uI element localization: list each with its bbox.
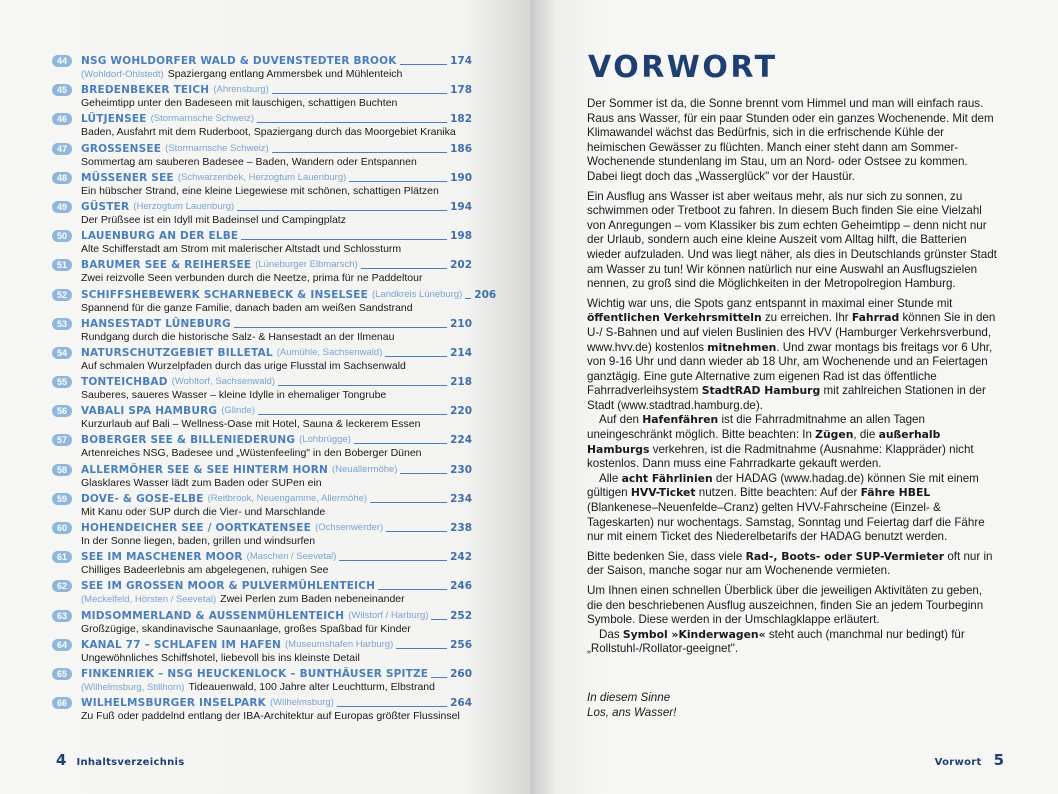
toc-entry-description-line <box>81 242 472 256</box>
toc-entry-region: (Wilhelmsburg, Stillhorn) <box>81 681 185 693</box>
toc-entry-region: (Wilhelmsburg) <box>270 697 334 709</box>
toc-entry-number: 58 <box>52 464 72 476</box>
toc-entry-number: 65 <box>52 668 72 680</box>
toc-entry-description: Ungewöhnliches Schiffshotel, liebevoll bis ins kleinste Detail <box>81 651 360 664</box>
toc-entry-region: (Neuallermöhe) <box>331 463 398 475</box>
toc-entry-number: 46 <box>52 113 72 125</box>
toc-entry-description-line <box>81 213 472 227</box>
toc-entry-title: ALLERMÖHER SEE & SEE HINTERM HORN <box>81 463 328 476</box>
toc-entry-number: 66 <box>52 697 72 709</box>
toc-entry-page: 256 <box>450 638 472 651</box>
toc-entry-description: Tideauenwald, 100 Jahre alter Leuchtturm, Elbstrand <box>188 680 435 693</box>
toc-entry-title: FINKENRIEK – NSG HEUCKENLOCK – BUNTHÄUSER SPITZE <box>81 667 429 680</box>
left-page-table-of-contents <box>0 0 528 794</box>
toc-entry-heading-line <box>81 637 472 652</box>
toc-entry-region: (Aumühle, Sachsenwald) <box>276 346 383 358</box>
toc-entry-description-line <box>81 563 472 577</box>
toc-entry-heading-line <box>81 520 472 535</box>
paragraph-8: Das Symbol »Kinderwagen« steht auch (manchmal nur bedingt) für „Rollstuhl-/Rollator-geeignet". <box>587 627 965 656</box>
toc-leader-line <box>272 93 447 94</box>
toc-entry-heading-line <box>81 170 472 185</box>
toc-list <box>52 53 497 724</box>
toc-entry-description: Zwei Perlen zum Baden nebeneinander <box>220 593 405 606</box>
toc-entry-description: Kurzurlaub auf Bali – Wellness-Oase mit Hotel, Sauna & leckerem Essen <box>81 418 421 431</box>
toc-leader-line <box>378 589 447 590</box>
toc-entry-title: DOVE- & GOSE-ELBE <box>81 492 204 505</box>
toc-leader-line <box>431 619 447 620</box>
toc-entry-region: (Stormarnsche Schweiz) <box>165 142 269 154</box>
toc-leader-line <box>349 181 447 182</box>
toc-entry-page: 220 <box>450 405 472 418</box>
toc-entry-number: 59 <box>52 493 72 505</box>
toc-entry-description-line <box>81 680 472 695</box>
toc-entry <box>52 287 497 316</box>
page-heading: VORWORT <box>588 50 778 85</box>
toc-entry-heading-line <box>81 141 472 156</box>
toc-entry-description-line <box>81 388 472 402</box>
toc-entry-description-line <box>81 651 472 665</box>
toc-entry-description-line <box>81 476 472 490</box>
paragraph-5: Alle acht Fährlinien der HADAG (www.hadag.de) können Sie mit einem gültigen HVV-Ticket nutzen. Bitte beachten: Auf der Fähre HBEL (Blankenese–Neuenfelde–Cranz) gelten HVV-Fahrscheine (Einzel- & Tageskarten) nur wochentags. Samstag, Sonntag und Feiertag darf die Fähre nur mit einem Ticket des Niederelbetarifs der HADAG benutzt werden. <box>587 471 985 544</box>
toc-entry-heading-line <box>81 608 472 623</box>
toc-entry-page: 218 <box>450 376 472 389</box>
paragraph-2: Ein Ausflug ans Wasser ist aber weitaus mehr, als nur sich zu sonnen, zu schwimmen oder Tretboot zu fahren. In diesem Buch finden Sie eine Vielzahl von Anregungen – vom Klassiker bis zum echten Geheimtipp – denn nicht nur der Urlaub, sondern auch eine kleine Auszeit vom Alltag hilft, die Batterien wieder aufzuladen. Und was liegt näher, als dies in Deutschlands grünster Stadt am Wasser zu tun! Wir können natürlich nur eine Auswahl an Ausflugszielen nennen, zu groß sind die Möglichkeiten in der Metropolregion Hamburg. <box>587 189 997 291</box>
toc-entry-region: (Reitbrook, Neuengamme, Allermöhe) <box>207 492 368 504</box>
toc-entry <box>52 549 472 578</box>
toc-entry-page: 242 <box>450 551 472 564</box>
closing-line-1: In diesem Sinne <box>587 691 671 704</box>
toc-entry-region: (Ochsenwerder) <box>315 522 384 533</box>
toc-entry-region: (Maschen / Seevetal) <box>246 551 337 563</box>
toc-entry-number: 64 <box>52 639 72 651</box>
toc-entry-heading-line <box>81 345 472 360</box>
toc-entry <box>52 432 472 461</box>
toc-entry-heading-line <box>81 199 472 214</box>
toc-entry-number: 57 <box>52 434 72 446</box>
toc-leader-line <box>396 648 447 649</box>
toc-entry-description-line <box>81 505 472 519</box>
toc-entry-description: Sommertag am sauberen Badesee – Baden, Wandern oder Entspannen <box>81 155 417 168</box>
toc-entry <box>52 666 472 695</box>
toc-leader-line <box>337 706 447 707</box>
toc-entry-page: 198 <box>450 230 472 243</box>
toc-entry-description: Sauberes, saueres Wasser – kleine Idylle in ehemaliger Tongrube <box>81 389 387 402</box>
toc-entry-page: 206 <box>474 288 497 301</box>
toc-entry-region: (Landkreis Lüneburg) <box>371 288 463 300</box>
toc-entry-description-line <box>81 96 472 110</box>
toc-entry-description-line <box>81 446 472 460</box>
toc-entry-number: 63 <box>52 610 72 622</box>
toc-entry-description-line <box>81 125 472 139</box>
toc-entry-description-line <box>81 67 472 82</box>
toc-entry-heading-line <box>81 432 472 447</box>
paragraph-1: Der Sommer ist da, die Sonne brennt vom Himmel und man will einfach raus. Raus ans Wasser, für ein paar Stunden oder ein ganzes Wochenende. Mit dem Klimawandel wächst das Bedürfnis, sich in die erfrischende Kühle der heimischen Gewässer zu flüchten. Manch einer steht dann am Sommer-Wochenende stundenlang im Stau, um an Nord- oder Ostsee zu kommen. Dabei liegt doch das „Wasserglück" vor der Haustür. <box>587 97 994 183</box>
toc-entry-description: Rundgang durch die historische Salz- & Hansestadt an der Ilmenau <box>81 330 395 343</box>
toc-entry-region: (Stormarnsche Schweiz) <box>150 113 255 125</box>
toc-entry-description: Spaziergang entlang Ammersbek und Mühlenteich <box>167 68 403 80</box>
toc-leader-line <box>354 443 447 444</box>
toc-entry <box>52 141 472 170</box>
toc-entry-number: 48 <box>52 172 72 184</box>
toc-entry-title: WILHELMSBURGER INSELPARK <box>81 697 266 710</box>
toc-leader-line <box>241 239 447 240</box>
toc-entry-title: NSG WOHLDORFER WALD & DUVENSTEDTER BROOK <box>81 55 397 67</box>
toc-entry-heading-line <box>81 228 472 243</box>
toc-entry <box>52 199 472 228</box>
toc-leader-line <box>431 677 447 678</box>
toc-entry-page: 178 <box>450 84 472 97</box>
toc-entry-page: 194 <box>450 200 472 213</box>
toc-leader-line <box>257 122 447 123</box>
toc-entry-page: 264 <box>450 697 472 710</box>
toc-entry <box>52 578 472 607</box>
toc-entry-description-line <box>81 417 472 431</box>
toc-leader-line <box>386 531 447 532</box>
toc-entry-title: SCHIFFSHEBEWERK SCHARNEBECK & INSELSEE <box>81 288 368 301</box>
paragraph-4: Auf den Hafenfähren ist die Fahrradmitnahme an allen Tagen uneingeschränkt möglich. Bitte beachten: In Zügen, die außerhalb Hamburgs verkehren, ist die Radmitnahme (Ausnahme: Klappräder) nicht kostenlos. Dann muss eine Fahrradkarte gekauft werden. <box>587 413 974 471</box>
toc-entry-page: 234 <box>450 492 472 505</box>
toc-entry-page: 182 <box>450 113 472 126</box>
toc-entry-page: 238 <box>450 522 472 534</box>
foreword-body <box>587 97 999 657</box>
toc-entry-description-line <box>81 184 472 198</box>
toc-entry <box>52 608 472 637</box>
toc-entry <box>52 374 472 403</box>
right-page-foreword <box>530 0 1058 794</box>
toc-entry <box>52 462 472 491</box>
toc-entry-page: 260 <box>450 667 472 680</box>
toc-entry <box>52 170 472 199</box>
page-number-right: 5 <box>993 751 1004 769</box>
toc-entry-title: KANAL 77 – SCHLAFEN IM HAFEN <box>81 638 282 651</box>
toc-entry-heading-line <box>81 316 472 331</box>
toc-leader-line <box>361 268 447 269</box>
toc-entry-number: 53 <box>52 318 72 330</box>
toc-entry-heading-line <box>81 462 472 477</box>
toc-entry-description-line <box>81 622 472 636</box>
toc-entry-title: TONTEICHBAD <box>81 376 168 389</box>
toc-entry-heading-line <box>81 53 472 68</box>
toc-entry-description-line <box>81 155 472 169</box>
toc-entry-region: (Glinde) <box>221 405 255 417</box>
toc-entry-title: BOBERGER SEE & BILLENIEDERUNG <box>81 434 296 447</box>
toc-entry-description: Alte Schifferstadt am Strom mit malerischer Altstadt und Schlossturm <box>81 243 402 256</box>
toc-entry-title: GÜSTER <box>81 200 130 213</box>
toc-entry <box>52 403 472 432</box>
toc-entry-description-line <box>81 359 472 373</box>
toc-entry <box>52 82 472 111</box>
toc-entry <box>52 637 472 666</box>
toc-entry-description-line <box>81 330 472 344</box>
toc-entry-heading-line <box>81 695 472 710</box>
toc-leader-line <box>465 298 471 299</box>
toc-leader-line <box>385 356 447 357</box>
toc-entry-description-line <box>81 301 472 315</box>
toc-entry-title: NATURSCHUTZGEBIET BILLETAL <box>81 346 273 359</box>
toc-entry-page: 210 <box>450 317 472 330</box>
toc-entry-region: (Lüneburger Elbmarsch) <box>255 259 358 271</box>
toc-entry-description: Zu Fuß oder paddelnd entlang der IBA-Architektur auf Europas größter Flussinsel <box>81 710 460 723</box>
toc-entry <box>52 345 472 374</box>
toc-entry-number: 52 <box>52 289 72 301</box>
toc-entry-description-line <box>81 271 472 285</box>
toc-entry-description: Artenreiches NSG, Badesee und „Wüstenfeeling" in den Boberger Dünen <box>81 447 422 460</box>
closing-line-2: Los, ans Wasser! <box>587 706 677 719</box>
toc-entry-title: MÜSSENER SEE <box>81 171 174 184</box>
toc-entry-description: Geheimtipp unter den Badeseen mit lauschigen, schattigen Buchten <box>81 97 398 110</box>
toc-entry-region: (Museumshafen Harburg) <box>285 638 394 650</box>
toc-entry-description: Ein hübscher Strand, eine kleine Liegewiese mit schönen, schattigen Plätzen <box>81 184 439 197</box>
toc-entry-heading-line <box>81 403 472 418</box>
toc-entry-description: Auf schmalen Wurzelpfaden durch das urige Flusstal im Sachsenwald <box>81 359 406 372</box>
toc-leader-line <box>234 327 447 328</box>
toc-leader-line <box>272 152 447 153</box>
toc-entry-page: 174 <box>450 55 472 67</box>
toc-entry-number: 54 <box>52 347 72 359</box>
toc-entry-title: HOHENDEICHER SEE / OORTKATENSEE <box>81 522 312 534</box>
toc-entry-page: 246 <box>450 580 472 593</box>
running-footer-right: Vorwort <box>934 757 982 768</box>
toc-entry-heading-line <box>81 666 472 681</box>
toc-entry-title: LAUENBURG AN DER ELBE <box>81 230 239 243</box>
toc-entry-number: 47 <box>52 143 72 155</box>
toc-entry-description: Mit Kanu oder SUP durch die Vier- und Marschlande <box>81 505 326 518</box>
toc-entry <box>52 316 472 345</box>
toc-entry-page: 190 <box>450 171 472 184</box>
toc-entry-number: 51 <box>52 259 72 271</box>
toc-entry-region: (Herzogtum Lauenburg) <box>133 200 235 212</box>
toc-entry-title: BREDENBEKER TEICH <box>81 84 210 97</box>
paragraph-6: Bitte bedenken Sie, dass viele Rad-, Boots- oder SUP-Vermieter oft nur in der Saison, manche sogar nur am Wochenende vermieten. <box>587 549 993 578</box>
toc-entry-heading-line <box>81 549 472 564</box>
toc-entry-number: 55 <box>52 376 72 388</box>
toc-entry <box>52 228 472 257</box>
toc-entry-page: 230 <box>450 463 472 476</box>
toc-entry-description: In der Sonne liegen, baden, grillen und windsurfen <box>81 535 316 547</box>
toc-leader-line <box>400 473 447 474</box>
toc-entry <box>52 111 472 140</box>
toc-entry <box>52 257 472 286</box>
toc-entry-page: 186 <box>450 142 472 155</box>
toc-leader-line <box>400 64 447 65</box>
toc-entry-description: Glasklares Wasser lädt zum Baden oder SUPen ein <box>81 476 322 489</box>
toc-entry-title: HANSESTADT LÜNEBURG <box>81 317 231 330</box>
toc-entry-title: GROSSENSEE <box>81 142 162 155</box>
left-page-footer <box>56 751 185 769</box>
toc-entry-heading-line <box>81 374 472 389</box>
toc-entry-description-line <box>81 709 472 723</box>
toc-entry-heading-line <box>81 257 472 272</box>
toc-entry-title: VABALI SPA HAMBURG <box>81 405 218 418</box>
toc-entry-number: 61 <box>52 551 72 563</box>
toc-entry <box>52 695 472 724</box>
toc-entry-page: 214 <box>450 346 472 359</box>
toc-entry <box>52 491 472 520</box>
toc-entry-description: Spannend für die ganze Familie, danach baden am weißen Sandstrand <box>81 301 413 314</box>
toc-entry-description: Zwei reizvolle Seen verbunden durch die Neetze, prima für ne Paddeltour <box>81 272 423 285</box>
toc-entry-heading-line <box>81 111 472 126</box>
toc-leader-line <box>339 560 447 561</box>
toc-entry-number: 60 <box>52 522 72 534</box>
toc-entry-page: 202 <box>450 259 472 272</box>
toc-entry-region: (Lohbrügge) <box>299 434 351 446</box>
paragraph-7: Um Ihnen einen schnellen Überblick über die jeweiligen Aktivitäten zu geben, die den beschriebenen Ausflug auszeichnen, finden Sie an jedem Tourbeginn Symbole. Diese werden in der Umschlagklappe erläutert. <box>587 584 984 627</box>
toc-entry-description: Baden, Ausfahrt mit dem Ruderboot, Spaziergang durch das Moorgebiet Kranika <box>81 126 456 139</box>
toc-entry-region: (Wohldorf-Ohlstedt) <box>81 69 164 80</box>
toc-entry-region: (Wohltorf, Sachsenwald) <box>171 376 275 388</box>
toc-entry-title: LÜTJENSEE <box>81 113 147 126</box>
running-footer-left: Inhaltsverzeichnis <box>76 757 185 768</box>
toc-entry-region: (Schwarzenbek, Herzogtum Lauenburg) <box>177 171 347 183</box>
toc-entry-description: Großzügige, skandinavische Saunaanlage, großes Spaßbad für Kinder <box>81 622 411 635</box>
toc-entry-number: 49 <box>52 201 72 213</box>
toc-entry-region: (Ahrensburg) <box>213 84 269 96</box>
toc-entry-region: (Meckelfeld, Hörsten / Seevetal) <box>81 594 217 606</box>
toc-leader-line <box>237 210 447 211</box>
toc-entry-page: 224 <box>450 434 472 447</box>
toc-leader-line <box>278 385 447 386</box>
toc-entry-region: (Wilstorf / Harburg) <box>348 609 429 621</box>
toc-entry-heading-line <box>81 287 497 302</box>
page-number-left: 4 <box>56 751 67 769</box>
toc-leader-line <box>258 414 447 415</box>
toc-entry-title: SEE IM MASCHENER MOOR <box>81 551 243 564</box>
toc-entry-description: Chilliges Badeerlebnis am abgelegenen, ruhigen See <box>81 564 329 577</box>
paragraph-3: Wichtig war uns, die Spots ganz entspannt in maximal einer Stunde mit öffentlichen Verkehrsmitteln zu erreichen. Ihr Fahrrad können Sie in den U-/ S-Bahnen und auf vielen Buslinien des HVV (Hamburger Verkehrsverbund, www.hvv.de) kostenlos mitnehmen. Und zwar montags bis freitags vor 6 Uhr, von 9-16 Uhr und dann wieder ab 18 Uhr, am Wochenende und an Feiertagen ganztägig. Eine gute Alternative zum eigenen Rad ist das öffentliche Fahrradverleihsystem StadtRAD Hamburg mit zahlreichen Stationen in der Stadt (www.stadtrad.hamburg.de). <box>587 296 996 412</box>
toc-entry-heading-line <box>81 82 472 97</box>
toc-entry-number: 44 <box>52 55 72 67</box>
toc-entry-page: 252 <box>450 609 472 622</box>
closing-lines <box>587 690 676 720</box>
right-page-footer <box>935 751 1004 769</box>
toc-entry-description-line <box>81 592 472 607</box>
toc-entry-number: 62 <box>52 580 72 592</box>
toc-entry-description-line <box>81 534 472 548</box>
toc-entry-number: 50 <box>52 230 72 242</box>
toc-entry <box>52 520 472 549</box>
toc-entry-heading-line <box>81 491 472 506</box>
toc-entry-number: 45 <box>52 84 72 96</box>
toc-entry <box>52 53 472 82</box>
toc-entry-number: 56 <box>52 405 72 417</box>
toc-entry-title: SEE IM GROSSEN MOOR & PULVERMÜHLENTEICH <box>81 580 376 593</box>
toc-entry-title: BARUMER SEE & REIHERSEE <box>81 259 252 272</box>
toc-leader-line <box>370 502 447 503</box>
toc-entry-heading-line <box>81 578 472 593</box>
toc-entry-description: Der Prüßsee ist ein Idyll mit Badeinsel und Campingplatz <box>81 213 346 226</box>
toc-entry-title: MIDSOMMERLAND & AUSSENMÜHLENTEICH <box>81 609 345 622</box>
